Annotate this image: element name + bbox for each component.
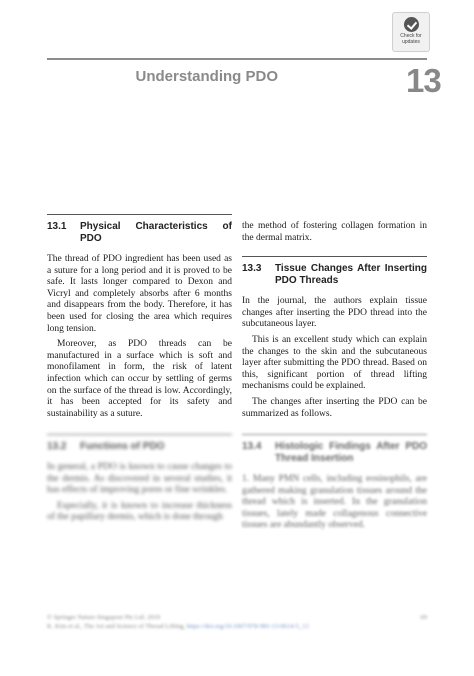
paragraph: the method of fostering collagen formation in the dermal matrix. (242, 221, 427, 243)
paragraph: This is an excellent study which can explain the changes to the skin and the subcutaneous layer after submitting the PDO thread. Based on this, significant portion of thread lifting mechanisms could be explained. (242, 334, 427, 392)
section-title: Tissue Changes After Inserting PDO Threads (275, 263, 427, 287)
section-number: 13.3 (242, 263, 262, 275)
chapter-rule (47, 58, 427, 60)
citation: K. Kim et al., The Art and Science of Thread Lifting, (47, 622, 186, 630)
chapter-number: 13 (406, 62, 441, 99)
paragraph: Moreover, as PDO threads can be manufactured in a surface which is soft and monofilament in form, the risk of latent infection which can occur by settling of germs on the surface of the thread is low. Accordingly, it has been accepted for its safety and sustainability as a suture. (47, 339, 232, 419)
paragraph: The thread of PDO ingredient has been used as a suture for a long period and it is proved to be safe. It lasts longer compared to Dexon and Vicryl and completely absorbs after 6 months and disappears from the body. Therefore, it has been used for closing the area which requires long tension. (47, 254, 232, 334)
copyright: © Springer Nature Singapore Pte Ltd. 2019 (47, 614, 161, 621)
doi-link[interactable]: https://doi.org/10.1007/978-981-13-0614-5_13 (186, 622, 309, 630)
paragraph: In general, a PDO is known to cause changes to the dermis. As discovered in several studies, it has effects of improving pores or fine wrinkles. (47, 462, 232, 496)
lower-right-column (242, 434, 427, 536)
section-number: 13.4 (242, 441, 262, 452)
lower-left-column (47, 434, 232, 528)
section-heading (47, 434, 232, 453)
section-title: Histologic Findings After PDO Thread Insertion (275, 441, 427, 464)
list-item: 1. Many PMN cells, including eosinophils, are gathered making granulation tissues around the thread which is inserted. In the granulation tissues, lately made collagenous connective tissues are abundantly observed. (242, 474, 427, 531)
section-heading (242, 434, 427, 465)
paragraph: Especially, it is known to increase thickness of the papillary dermis, which is done through (47, 500, 232, 523)
page-number: 69 (420, 614, 427, 621)
chapter-title: Understanding PDO (135, 68, 278, 85)
check-for-updates-badge[interactable] (392, 12, 430, 52)
section-title: Functions of PDO (80, 441, 165, 452)
check-icon (404, 17, 419, 32)
left-column (47, 214, 232, 424)
badge-label: Check for updates (400, 33, 422, 45)
section-number: 13.2 (47, 441, 67, 452)
paragraph: In the journal, the authors explain tissue changes after inserting the PDO thread into the subcutaneous layer. (242, 296, 427, 330)
section-heading (242, 256, 427, 287)
section-heading (47, 214, 232, 245)
right-column (242, 221, 427, 424)
section-number: 13.1 (47, 221, 67, 232)
paragraph: The changes after inserting the PDO can be summarized as follows. (242, 396, 427, 419)
footer (47, 614, 427, 631)
section-title: Physical Characteristics of PDO (80, 221, 232, 244)
